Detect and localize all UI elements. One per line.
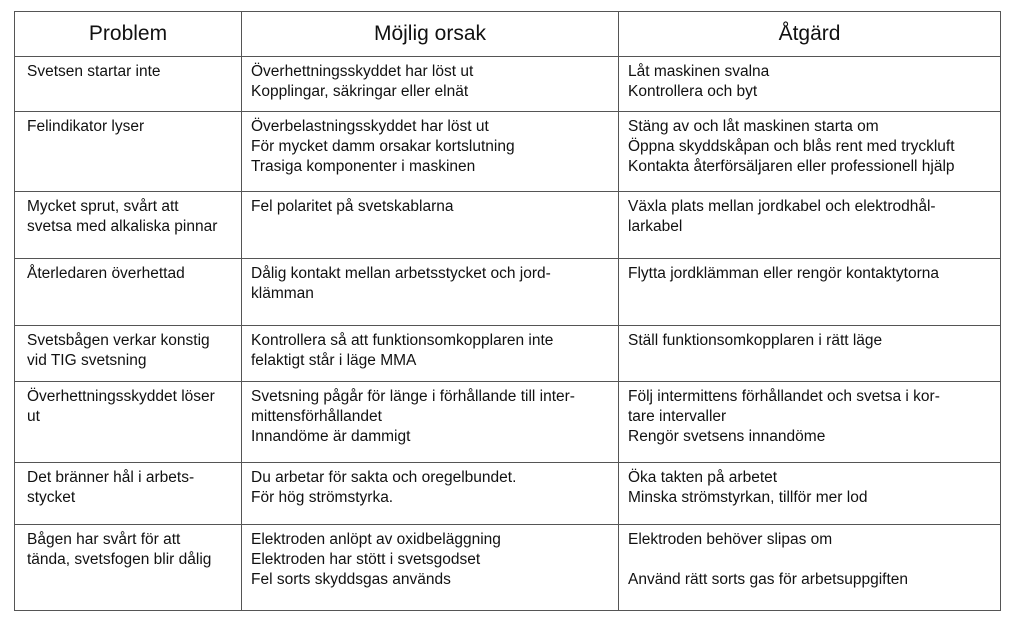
action-text — [628, 550, 990, 570]
cause-cell — [242, 382, 619, 463]
action-text: Kontrollera och byt — [628, 83, 758, 100]
cause-cell — [242, 463, 619, 525]
table-row — [15, 192, 1001, 259]
problem-text: vid TIG svetsning — [27, 352, 147, 369]
cause-text: Dålig kontakt mellan arbetsstycket och jord- — [251, 265, 551, 282]
cause-cell — [242, 112, 619, 192]
cause-text: mittensförhållandet — [251, 408, 382, 425]
table-row — [15, 57, 1001, 112]
table-row — [15, 259, 1001, 326]
cause-text: Fel sorts skyddsgas används — [251, 571, 451, 588]
problem-text: Mycket sprut, svårt att — [27, 198, 179, 215]
cause-text: felaktigt står i läge MMA — [251, 352, 417, 369]
header-row — [15, 12, 1001, 57]
cause-text: Trasiga komponenter i maskinen — [251, 158, 476, 175]
problem-text: Svetsen startar inte — [27, 63, 161, 80]
table-row — [15, 112, 1001, 192]
cause-text: Elektroden har stött i svetsgodset — [251, 551, 481, 568]
action-text: Öka takten på arbetet — [628, 469, 778, 486]
cause-cell — [242, 326, 619, 382]
action-cell — [619, 463, 1001, 525]
problem-text: Felindikator lyser — [27, 118, 145, 135]
problem-cell — [15, 259, 242, 326]
cause-cell — [242, 57, 619, 112]
cause-text: Överhettningsskyddet har löst ut — [251, 63, 474, 80]
problem-text: Återledaren överhettad — [27, 265, 185, 282]
problem-text: ut — [27, 408, 40, 425]
header-possible-cause: Möjlig orsak — [242, 12, 619, 57]
problem-text: Bågen har svårt för att — [27, 531, 181, 548]
table-header — [15, 12, 1001, 57]
action-text: Följ intermittens förhållandet och svetsa i kor- — [628, 388, 940, 405]
action-text: Rengör svetsens innandöme — [628, 428, 826, 445]
table-row — [15, 326, 1001, 382]
header-action: Åtgärd — [619, 12, 1001, 57]
action-text: Använd rätt sorts gas för arbetsuppgiften — [628, 571, 909, 588]
cause-text: Svetsning pågår för länge i förhållande till inter- — [251, 388, 575, 405]
problem-cell — [15, 326, 242, 382]
problem-text: tända, svetsfogen blir dålig — [27, 551, 212, 568]
problem-cell — [15, 192, 242, 259]
action-cell — [619, 112, 1001, 192]
action-text: Öppna skyddskåpan och blås rent med tryckluft — [628, 138, 955, 155]
cause-text: För mycket damm orsakar kortslutning — [251, 138, 515, 155]
cause-text: Innandöme är dammigt — [251, 428, 411, 445]
action-text: larkabel — [628, 218, 683, 235]
action-cell — [619, 57, 1001, 112]
action-text: Kontakta återförsäljaren eller professionell hjälp — [628, 158, 955, 175]
action-cell — [619, 382, 1001, 463]
problem-text: svetsa med alkaliska pinnar — [27, 218, 218, 235]
cause-cell — [242, 525, 619, 611]
action-text: tare intervaller — [628, 408, 727, 425]
cause-text: Fel polaritet på svetskablarna — [251, 198, 454, 215]
cause-text: Du arbetar för sakta och oregelbundet. — [251, 469, 517, 486]
action-text: Stäng av och låt maskinen starta om — [628, 118, 879, 135]
action-cell — [619, 259, 1001, 326]
problem-text: Det bränner hål i arbets- — [27, 469, 195, 486]
cause-text: Elektroden anlöpt av oxidbeläggning — [251, 531, 501, 548]
problem-text: Svetsbågen verkar konstig — [27, 332, 210, 349]
problem-text: stycket — [27, 489, 76, 506]
cause-text: För hög strömstyrka. — [251, 489, 394, 506]
action-cell — [619, 525, 1001, 611]
problem-cell — [15, 382, 242, 463]
action-cell — [619, 326, 1001, 382]
action-cell — [619, 192, 1001, 259]
problem-cell — [15, 112, 242, 192]
problem-cell — [15, 463, 242, 525]
action-text: Låt maskinen svalna — [628, 63, 770, 80]
cause-text: Kopplingar, säkringar eller elnät — [251, 83, 469, 100]
table-row — [15, 463, 1001, 525]
problem-cell — [15, 525, 242, 611]
action-text: Ställ funktionsomkopplaren i rätt läge — [628, 332, 883, 349]
cause-cell — [242, 192, 619, 259]
action-text: Elektroden behöver slipas om — [628, 531, 833, 548]
action-text: Växla plats mellan jordkabel och elektrodhål- — [628, 198, 936, 215]
action-text: Flytta jordklämman eller rengör kontaktytorna — [628, 265, 939, 282]
table-row — [15, 525, 1001, 611]
table-body — [15, 57, 1001, 611]
table-row — [15, 382, 1001, 463]
header-problem: Problem — [15, 12, 242, 57]
cause-text: klämman — [251, 285, 314, 302]
cause-text: Kontrollera så att funktionsomkopplaren inte — [251, 332, 554, 349]
troubleshooting-table — [14, 11, 1001, 611]
cause-text: Överbelastningsskyddet har löst ut — [251, 118, 489, 135]
action-text: Minska strömstyrkan, tillför mer lod — [628, 489, 868, 506]
problem-cell — [15, 57, 242, 112]
problem-text: Överhettningsskyddet löser — [27, 388, 215, 405]
cause-cell — [242, 259, 619, 326]
